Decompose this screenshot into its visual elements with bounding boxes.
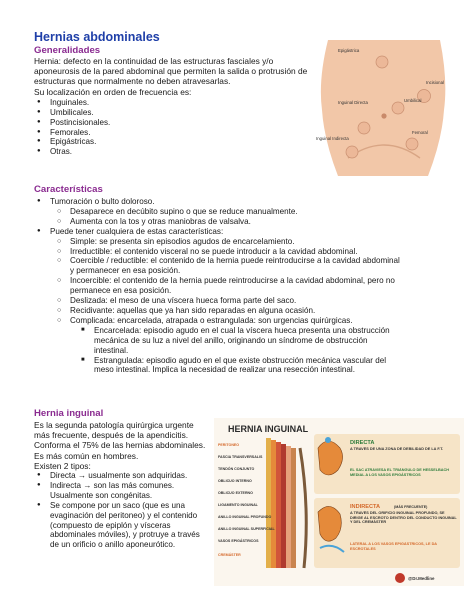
- layer-band: [276, 442, 281, 568]
- navel: [381, 113, 386, 118]
- list-item: [34, 276, 464, 296]
- layer-label: PERITONEO: [218, 443, 240, 447]
- layer-label: LIGAMENTO INGUINAL: [218, 503, 258, 507]
- list-item: ○ Recidivante: aquellas que ya han sido reparadas en alguna ocasión.: [34, 306, 464, 316]
- indirecta-text-box: [350, 511, 458, 541]
- list-item: ○ Simple: se presenta sin episodios agudos de encarcelamiento.: [34, 237, 464, 247]
- list-item: ○ Irreductible: el contenido visceral no se puede introducir a la cavidad abdominal.: [34, 247, 464, 257]
- indirecta-text2: LATERAL A LOS VASOS EPIGÁSTRICOS, LE DA ESCROTALES: [350, 542, 437, 551]
- hernia-bulge: [358, 122, 370, 134]
- frequency-intro: Su localización en orden de frecuencia es:: [34, 86, 192, 97]
- directa-title: DIRECTA: [350, 440, 375, 446]
- list-item: ● Directa → usualmente son adquiridas.: [34, 471, 206, 481]
- layer-band: [281, 444, 286, 568]
- layer-band: [291, 448, 296, 568]
- inguinal-p4: Existen 2 tipos:: [34, 460, 91, 471]
- list-item: ● Postincisionales.: [34, 118, 314, 128]
- list-item: ● Inguinales.: [34, 98, 314, 108]
- hernia-inguinal-section: [34, 408, 206, 550]
- directa-text-box: [350, 447, 458, 469]
- incoercible-line-2: permanece en esa posición.: [70, 286, 172, 296]
- layer-band: [271, 440, 276, 568]
- indirecta-text2-box: [350, 542, 458, 564]
- list-item: ● Femorales.: [34, 128, 314, 138]
- layer-label: FASCIA TRANSVERSALIS: [218, 455, 263, 459]
- hernia-bulge: [392, 102, 404, 114]
- page-title: Hernias abdominales: [34, 30, 160, 44]
- list-item: ● Otras.: [34, 147, 314, 157]
- hernia-definition: Hernia: defecto en la continuidad de las estructuras fasciales y/o aponeurosis de la pared abdominal que permiten la salida o protrusión de estructuras que normalmente no deben atravesarlas.: [34, 56, 308, 87]
- list-item: ○ Complicada: encarcelada, atrapada o estrangulada: son urgencias quirúrgicas.: [34, 316, 464, 326]
- list-item: ● Se compone por un saco (que es una evaginación del peritoneo) y el contenido (compuesto de epiplón y vísceras abdominales móviles), y protruye a través de un orificio o anillo aponeurótico.: [34, 501, 206, 551]
- hernia-inguinal-heading: Hernia inguinal: [34, 408, 104, 419]
- list-item: ● Puede tener cualquiera de estas características:: [34, 227, 464, 237]
- coercible-line-2: y permanecer en esa posición.: [70, 266, 181, 276]
- layer-label: ANILLO INGUINAL SUPERFICIAL: [218, 527, 275, 531]
- frequency-list: [34, 98, 314, 157]
- list-item: [34, 256, 464, 276]
- abdomen-hernia-locations-figure: [308, 40, 460, 176]
- inguinal-list: [34, 471, 206, 550]
- label-umbilical: Umbilical: [404, 98, 422, 103]
- layer-label: OBLICUO INTERNO: [218, 479, 252, 483]
- diagram-title: HERNIA INGUINAL: [228, 424, 309, 434]
- estrangulada-line-1: Estrangulada: episodio agudo en el que existe obstrucción mecánica vascular del: [94, 355, 387, 365]
- credit-handle: @Dr.Medline: [408, 576, 435, 581]
- inguinal-p3: Es más común en hombres.: [34, 450, 139, 461]
- layer-label: VASOS EPIGÁSTRICOS: [218, 539, 259, 543]
- hernia-bulge: [346, 146, 358, 158]
- label-femoral: Femoral: [412, 130, 428, 135]
- list-item: ○ Desaparece en decúbito supino o que se reduce manualmente.: [34, 207, 464, 217]
- list-item: ● Indirecta → son las más comunes. Usualmente son congénitas.: [34, 481, 206, 501]
- label-incisional: Incisional: [426, 80, 444, 85]
- directa-vessel-dot: [325, 437, 331, 443]
- list-item: ● Epigástricas.: [34, 137, 314, 147]
- generalidades-heading: Generalidades: [34, 45, 101, 56]
- inguinal-hernia-diagram: [214, 418, 464, 586]
- encarcelada-line-3: intestinal.: [94, 345, 129, 355]
- caracteristicas-section: [34, 184, 464, 375]
- indirecta-note: (MÁS FRECUENTE): [394, 505, 428, 509]
- hernia-bulge: [376, 56, 388, 68]
- estrangulada-line-2: meso intestinal. Implica la necesidad de realizar una resección intestinal.: [94, 365, 355, 375]
- directa-text2: EL SAC ATRAVIESA EL TRIÁNGULO DE HESSELBACH MEDIAL A LOS VASOS EPIGÁSTRICOS: [350, 468, 450, 477]
- indirecta-text: A TRAVÉS DEL ORIFICIO INGUINAL PROFUNDO, SE DIRIGE AL ESCROTO DENTRO DEL CONDUCTO INGUINAL Y DEL CREMÁSTER: [350, 511, 457, 525]
- layer-band: [266, 438, 271, 568]
- label-inguinal-directa: Inguinal Directa: [338, 100, 368, 105]
- layer-band: [286, 446, 291, 568]
- directa-text: A TRAVÉS DE UNA ZONA DE DEBILIDAD DE LA F.T.: [350, 447, 444, 451]
- encarcelada-line-1: Encarcelada: episodio agudo en el cual la víscera hueca presenta una obstrucción: [94, 325, 390, 335]
- list-item: [34, 326, 464, 356]
- directa-text2-box: [350, 468, 458, 492]
- incoercible-line-1: Incoercible: el contenido de la hernia puede reintroducirse a la cavidad abdominal, pero no: [70, 276, 395, 286]
- inguinal-p1: Es la segunda patología quirúrgica urgente más frecuente, después de la apendicitis.: [34, 420, 194, 441]
- layer-label: TENDÓN CONJUNTO: [218, 467, 255, 471]
- layer-label: OBLICUO EXTERNO: [218, 491, 253, 495]
- hernia-bulge: [406, 138, 418, 150]
- list-item: ○ Deslizada: el meso de una víscera hueca forma parte del saco.: [34, 296, 464, 306]
- credit-avatar-icon: [395, 573, 405, 583]
- indirecta-title: INDIRECTA: [350, 504, 381, 510]
- coercible-line-1: Coercible / reductible: el contenido de la hernia puede reintroducirse a la cavidad abdominal: [70, 256, 400, 266]
- inguinal-p2: Conforma el 75% de las hernias abdominales.: [34, 440, 206, 451]
- list-item: ● Tumoración o bulto doloroso.: [34, 197, 464, 207]
- list-item: ○ Aumenta con la tos y otras maniobras de valsalva.: [34, 217, 464, 227]
- generalidades-section: [34, 45, 314, 157]
- label-inguinal-indirecta: Inguinal Indirecta: [316, 136, 349, 141]
- layer-label: ANILLO INGUINAL PROFUNDO: [218, 515, 272, 519]
- list-item: [34, 356, 464, 376]
- encarcelada-line-2: mecánica de su luz a nivel del anillo, originando un síndrome de obstrucción: [94, 335, 368, 345]
- caracteristicas-list: [34, 197, 464, 375]
- layer-label: CREMÁSTER: [218, 553, 241, 557]
- label-epigastrica: Epigástrica: [338, 48, 360, 53]
- list-item: ● Umbilicales.: [34, 108, 314, 118]
- caracteristicas-heading: Características: [34, 184, 103, 195]
